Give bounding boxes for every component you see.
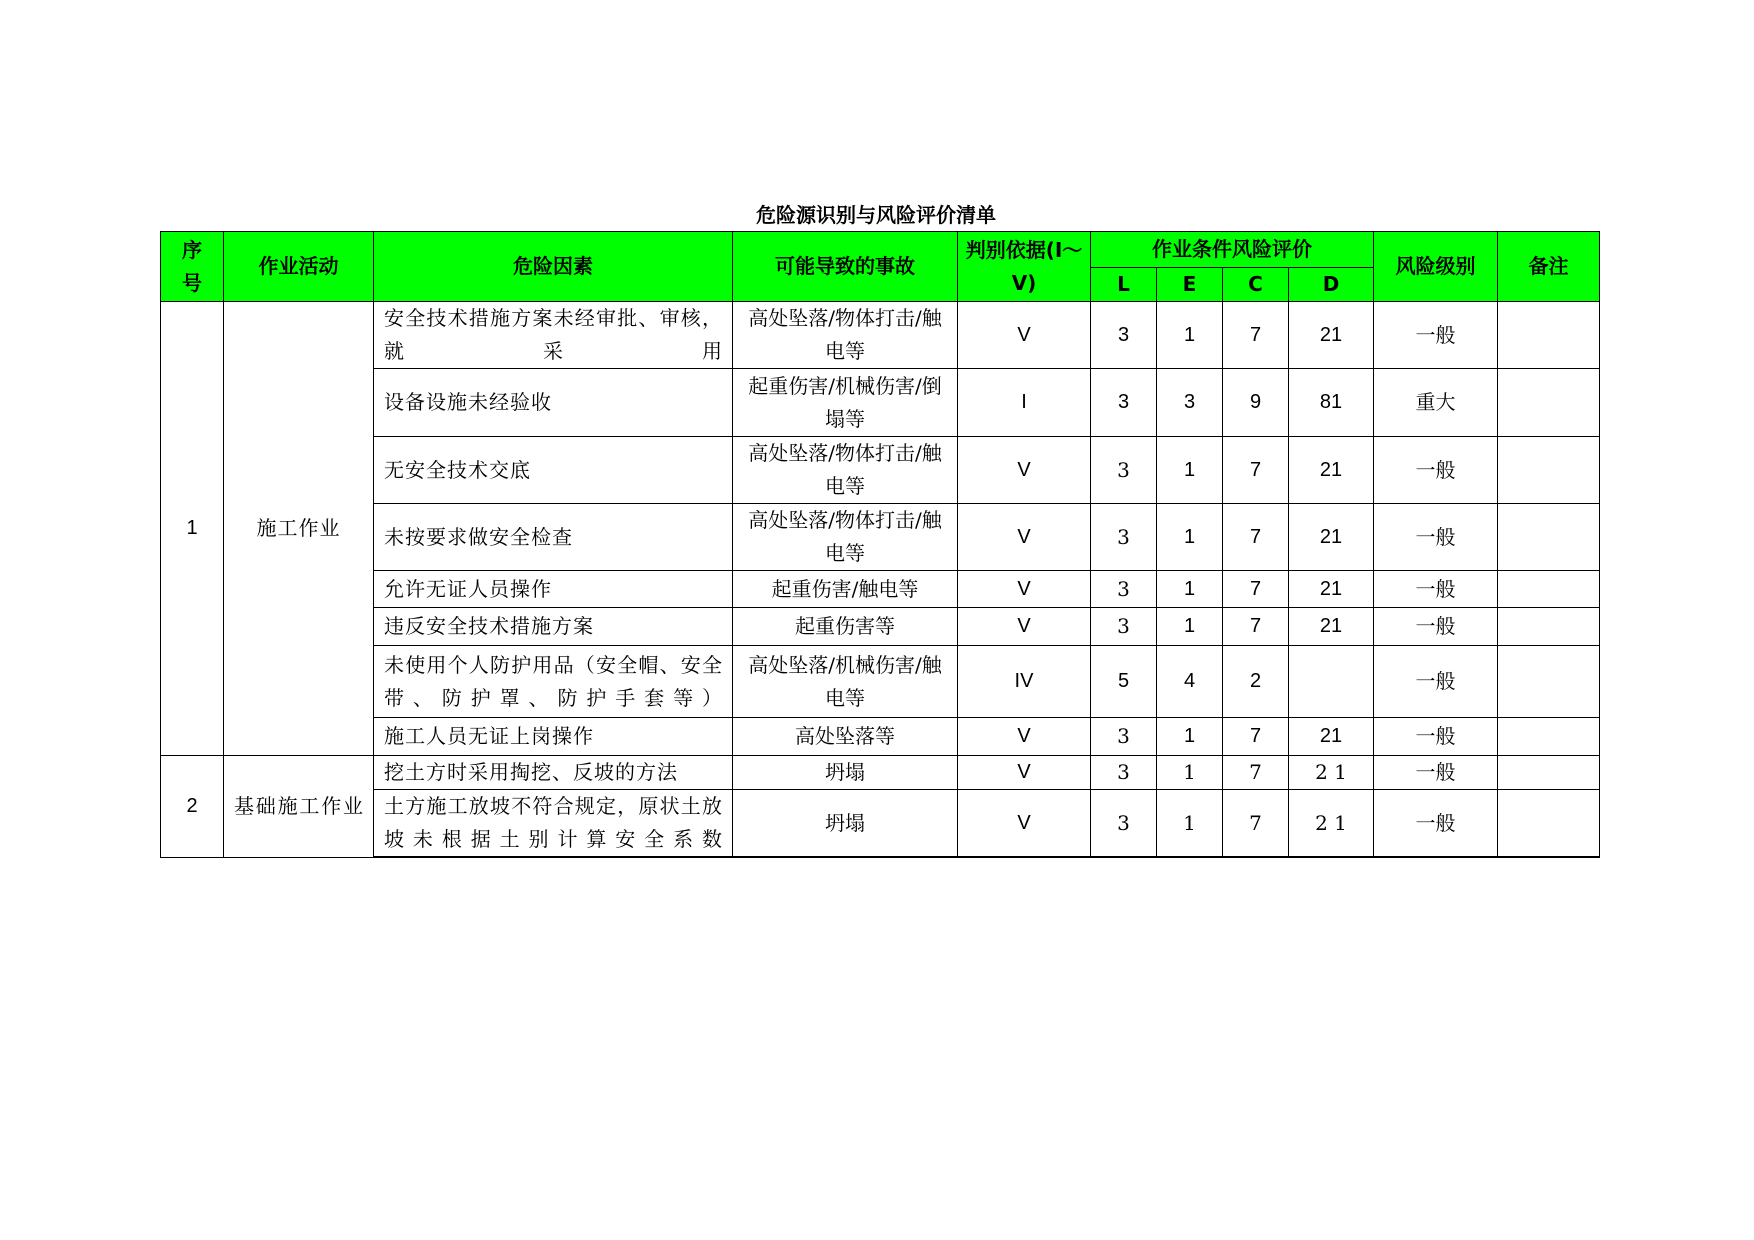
table-row [161, 646, 1600, 718]
basis-cell: V [958, 756, 1091, 790]
accident-cell: 高处坠落/机械伤害/触电等 [733, 646, 958, 718]
c-cell: 7 [1223, 608, 1289, 646]
table-row [161, 571, 1600, 608]
remark-cell [1498, 608, 1600, 646]
basis-cell: I [958, 369, 1091, 437]
l-cell: 3 [1091, 718, 1157, 756]
level-cell: 一般 [1374, 790, 1498, 858]
header-level: 风险级别 [1374, 232, 1498, 302]
c-cell: 7 [1223, 718, 1289, 756]
header-c: C [1223, 268, 1289, 302]
level-cell: 一般 [1374, 504, 1498, 571]
d-cell: 21 [1289, 608, 1374, 646]
header-d: D [1289, 268, 1374, 302]
accident-cell: 坍塌 [733, 790, 958, 858]
basis-cell: V [958, 437, 1091, 504]
header-seq: 序 号 [161, 232, 224, 302]
l-cell: 3 [1091, 608, 1157, 646]
basis-cell: V [958, 504, 1091, 571]
d-cell: 2 1 [1289, 756, 1374, 790]
hazard-cell: 施工人员无证上岗操作 [374, 718, 733, 756]
e-cell: 1 [1157, 437, 1223, 504]
header-basis: 判别依据(I～V) [958, 232, 1091, 302]
e-cell: 4 [1157, 646, 1223, 718]
hazard-cell: 安全技术措施方案未经审批、审核，就采用 [374, 302, 733, 369]
remark-cell [1498, 718, 1600, 756]
hazard-cell: 允许无证人员操作 [374, 571, 733, 608]
table-row [161, 369, 1600, 437]
table-row [161, 756, 1600, 790]
accident-cell: 高处坠落/物体打击/触电等 [733, 504, 958, 571]
document-title: 危险源识别与风险评价清单 [756, 203, 996, 227]
basis-cell: V [958, 302, 1091, 369]
header-l: L [1091, 268, 1157, 302]
c-cell: 7 [1223, 504, 1289, 571]
remark-cell [1498, 646, 1600, 718]
table-row [161, 302, 1600, 369]
remark-cell [1498, 790, 1600, 858]
level-cell: 一般 [1374, 646, 1498, 718]
level-cell: 一般 [1374, 437, 1498, 504]
hazard-cell: 未按要求做安全检查 [374, 504, 733, 571]
e-cell: 1 [1157, 504, 1223, 571]
e-cell: 3 [1157, 369, 1223, 437]
basis-cell: V [958, 790, 1091, 858]
accident-cell: 起重伤害/触电等 [733, 571, 958, 608]
c-cell: 7 [1223, 790, 1289, 858]
remark-cell [1498, 437, 1600, 504]
header-activity: 作业活动 [224, 232, 374, 302]
seq-cell: 2 [161, 756, 224, 858]
e-cell: 1 [1157, 302, 1223, 369]
level-cell: 一般 [1374, 302, 1498, 369]
level-cell: 一般 [1374, 608, 1498, 646]
remark-cell [1498, 302, 1600, 369]
header-hazard: 危险因素 [374, 232, 733, 302]
level-cell: 一般 [1374, 718, 1498, 756]
table-row [161, 504, 1600, 571]
table-row [161, 790, 1600, 858]
remark-cell [1498, 369, 1600, 437]
hazard-cell: 违反安全技术措施方案 [374, 608, 733, 646]
remark-cell [1498, 571, 1600, 608]
c-cell: 7 [1223, 437, 1289, 504]
l-cell: 3 [1091, 437, 1157, 504]
header-e: E [1157, 268, 1223, 302]
header-eval-group: 作业条件风险评价 [1091, 232, 1374, 268]
e-cell: 1 [1157, 756, 1223, 790]
header-accident: 可能导致的事故 [733, 232, 958, 302]
c-cell: 7 [1223, 571, 1289, 608]
table-row [161, 718, 1600, 756]
basis-cell: V [958, 571, 1091, 608]
d-cell: 21 [1289, 718, 1374, 756]
hazard-cell: 无安全技术交底 [374, 437, 733, 504]
basis-cell: IV [958, 646, 1091, 718]
activity-cell: 基础施工作业 [224, 756, 374, 858]
d-cell: 21 [1289, 437, 1374, 504]
l-cell: 3 [1091, 504, 1157, 571]
hazard-cell: 土方施工放坡不符合规定，原状土放坡未根据土别计算安全系数 [374, 790, 733, 858]
l-cell: 3 [1091, 790, 1157, 858]
d-cell: 81 [1289, 369, 1374, 437]
level-cell: 一般 [1374, 571, 1498, 608]
level-cell: 重大 [1374, 369, 1498, 437]
c-cell: 2 [1223, 646, 1289, 718]
basis-cell: V [958, 718, 1091, 756]
accident-cell: 起重伤害/机械伤害/倒塌等 [733, 369, 958, 437]
basis-cell: V [958, 608, 1091, 646]
table-row [161, 608, 1600, 646]
table-row [161, 437, 1600, 504]
d-cell: 2 1 [1289, 790, 1374, 858]
accident-cell: 起重伤害等 [733, 608, 958, 646]
risk-assessment-table [160, 231, 1600, 858]
hazard-cell: 挖土方时采用掏挖、反坡的方法 [374, 756, 733, 790]
accident-cell: 坍塌 [733, 756, 958, 790]
l-cell: 3 [1091, 571, 1157, 608]
c-cell: 7 [1223, 302, 1289, 369]
l-cell: 3 [1091, 369, 1157, 437]
e-cell: 1 [1157, 718, 1223, 756]
l-cell: 3 [1091, 756, 1157, 790]
accident-cell: 高处坠落/物体打击/触电等 [733, 437, 958, 504]
remark-cell [1498, 756, 1600, 790]
seq-cell: 1 [161, 302, 224, 756]
header-remark: 备注 [1498, 232, 1600, 302]
d-cell [1289, 646, 1374, 718]
e-cell: 1 [1157, 608, 1223, 646]
l-cell: 3 [1091, 302, 1157, 369]
c-cell: 7 [1223, 756, 1289, 790]
level-cell: 一般 [1374, 756, 1498, 790]
l-cell: 5 [1091, 646, 1157, 718]
remark-cell [1498, 504, 1600, 571]
d-cell: 21 [1289, 302, 1374, 369]
d-cell: 21 [1289, 571, 1374, 608]
accident-cell: 高处坠落等 [733, 718, 958, 756]
accident-cell: 高处坠落/物体打击/触电等 [733, 302, 958, 369]
e-cell: 1 [1157, 790, 1223, 858]
header-row [161, 232, 1600, 268]
c-cell: 9 [1223, 369, 1289, 437]
e-cell: 1 [1157, 571, 1223, 608]
d-cell: 21 [1289, 504, 1374, 571]
hazard-cell: 设备设施未经验收 [374, 369, 733, 437]
activity-cell: 施工作业 [224, 302, 374, 756]
hazard-cell: 未使用个人防护用品（安全帽、安全带、防护罩、防护手套等） [374, 646, 733, 718]
